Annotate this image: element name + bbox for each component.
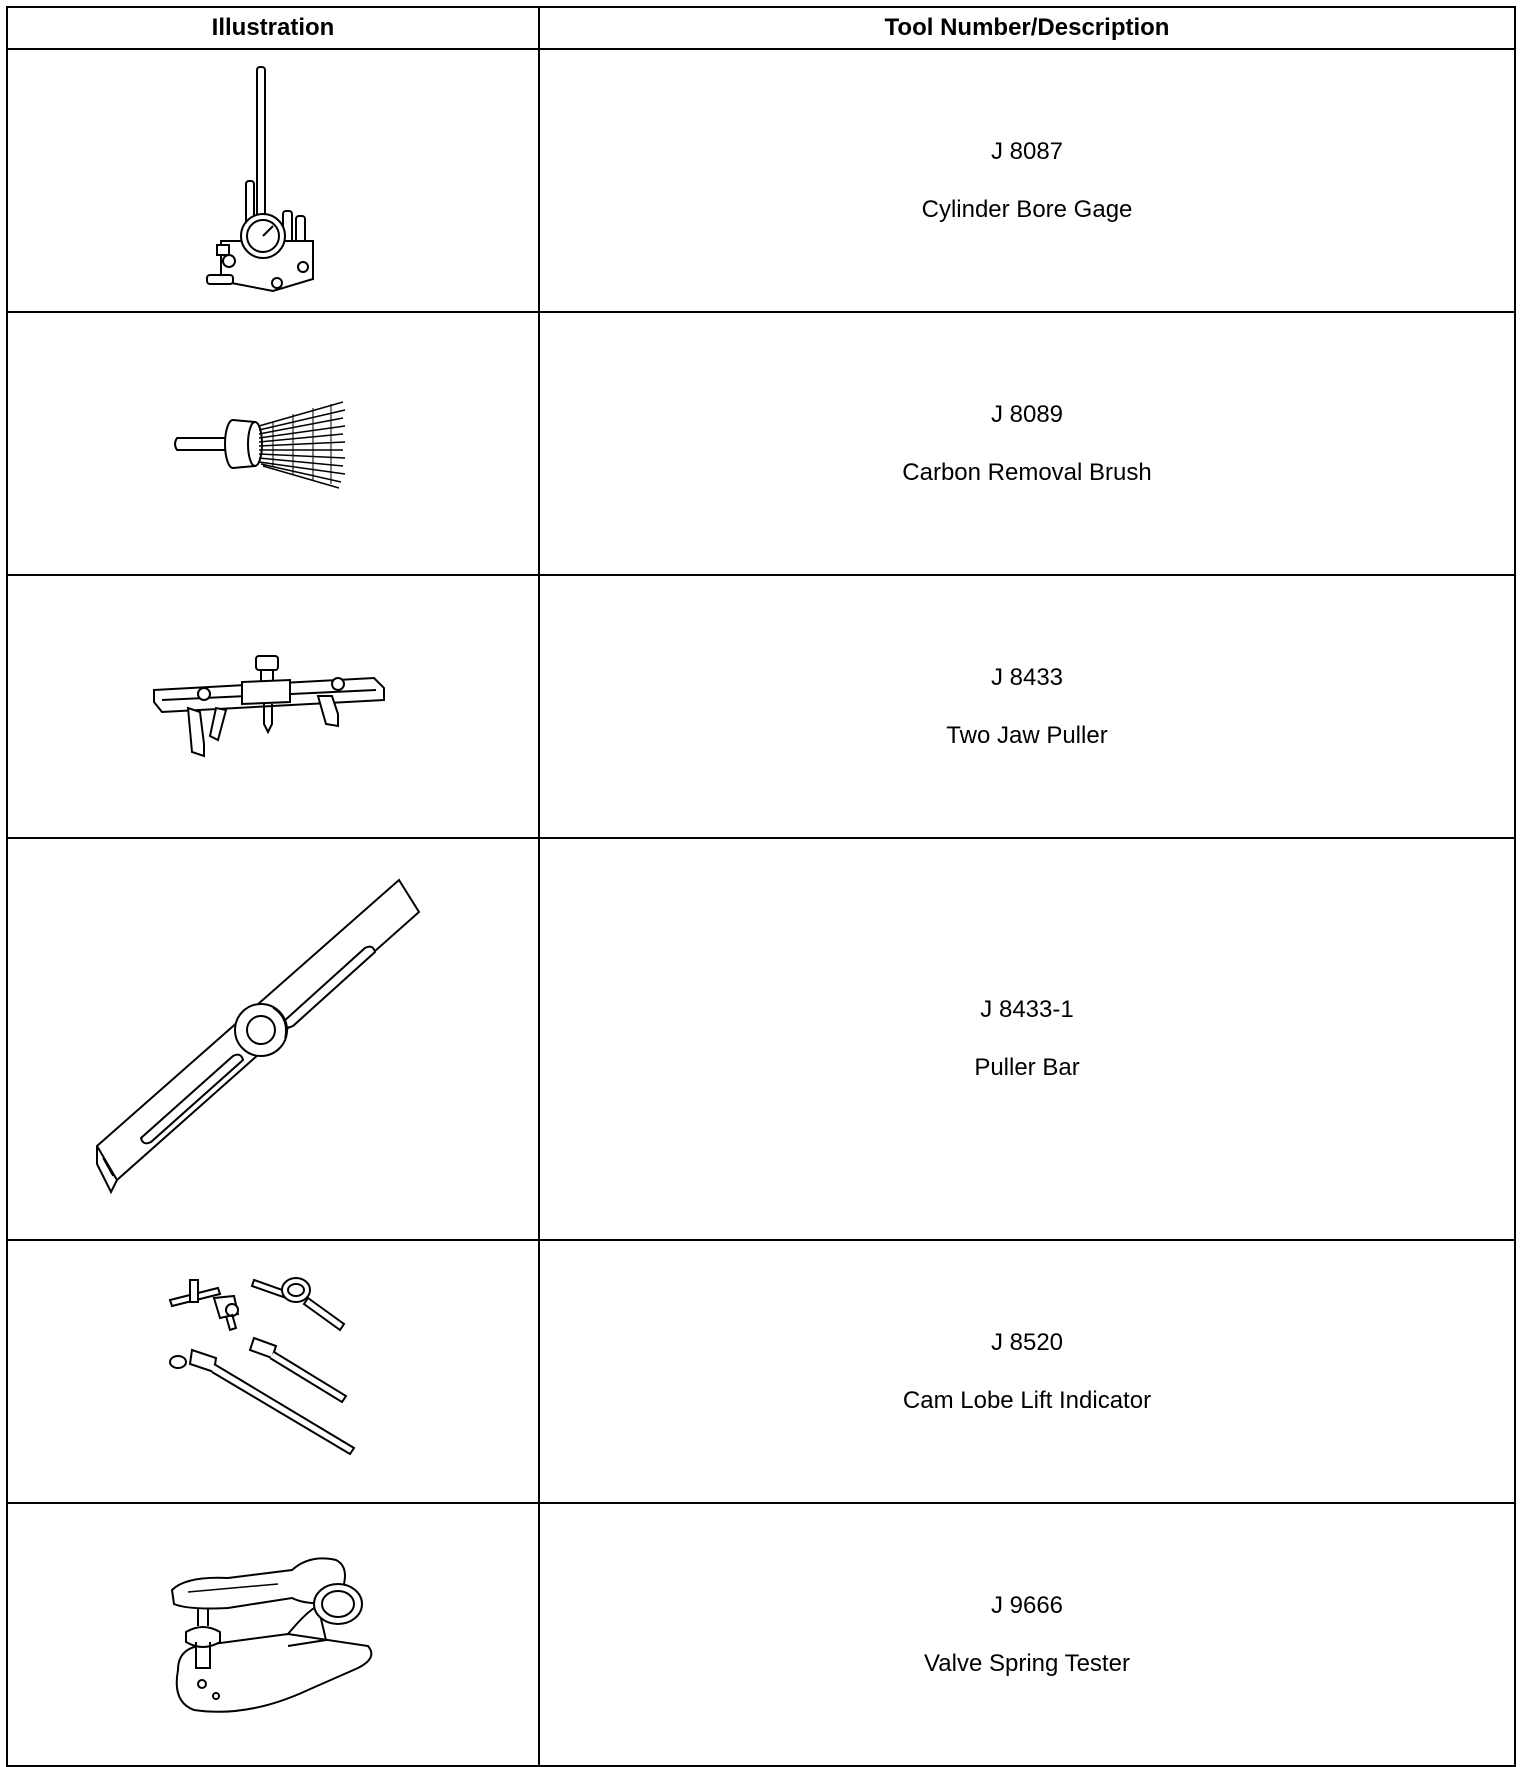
description-cell xyxy=(539,1503,1515,1766)
table-row xyxy=(7,1503,1515,1766)
cam-lobe-lift-indicator-icon xyxy=(168,1272,378,1472)
illustration-cell xyxy=(7,838,539,1240)
carbon-removal-brush-icon xyxy=(173,394,373,494)
header-illustration: Illustration xyxy=(7,7,539,49)
description-cell xyxy=(539,575,1515,838)
illustration-cell xyxy=(7,575,539,838)
description-cell xyxy=(539,49,1515,312)
table-row xyxy=(7,1240,1515,1503)
description-cell xyxy=(539,838,1515,1240)
illustration-cell xyxy=(7,1503,539,1766)
tool-number: J 8433 xyxy=(990,663,1064,691)
header-row xyxy=(7,7,1515,49)
description-cell xyxy=(539,1240,1515,1503)
illustration-cell xyxy=(7,49,539,312)
tool-number: J 8433-1 xyxy=(980,996,1074,1023)
tool-description: Cylinder Bore Gage xyxy=(921,195,1133,223)
tool-number: J 9666 xyxy=(990,1591,1064,1619)
cylinder-bore-gage-icon xyxy=(203,61,343,301)
tool-description: Two Jaw Puller xyxy=(946,721,1108,749)
description-cell xyxy=(539,312,1515,575)
header-tool-number-description: Tool Number/Description xyxy=(539,7,1515,49)
table-row xyxy=(7,575,1515,838)
table-row xyxy=(7,49,1515,312)
special-tools-table xyxy=(6,6,1516,1767)
puller-bar-icon xyxy=(93,874,453,1204)
tool-description: Valve Spring Tester xyxy=(924,1649,1130,1677)
table-row xyxy=(7,838,1515,1240)
tool-description: Carbon Removal Brush xyxy=(902,458,1152,486)
illustration-cell xyxy=(7,312,539,575)
tool-number: J 8520 xyxy=(990,1328,1064,1356)
tool-number: J 8089 xyxy=(990,400,1064,428)
valve-spring-tester-icon xyxy=(158,1550,388,1720)
tool-description: Puller Bar xyxy=(974,1054,1080,1081)
two-jaw-puller-icon xyxy=(148,652,398,762)
tool-number: J 8087 xyxy=(990,137,1064,165)
tool-description: Cam Lobe Lift Indicator xyxy=(902,1386,1152,1414)
illustration-cell xyxy=(7,1240,539,1503)
table-row xyxy=(7,312,1515,575)
